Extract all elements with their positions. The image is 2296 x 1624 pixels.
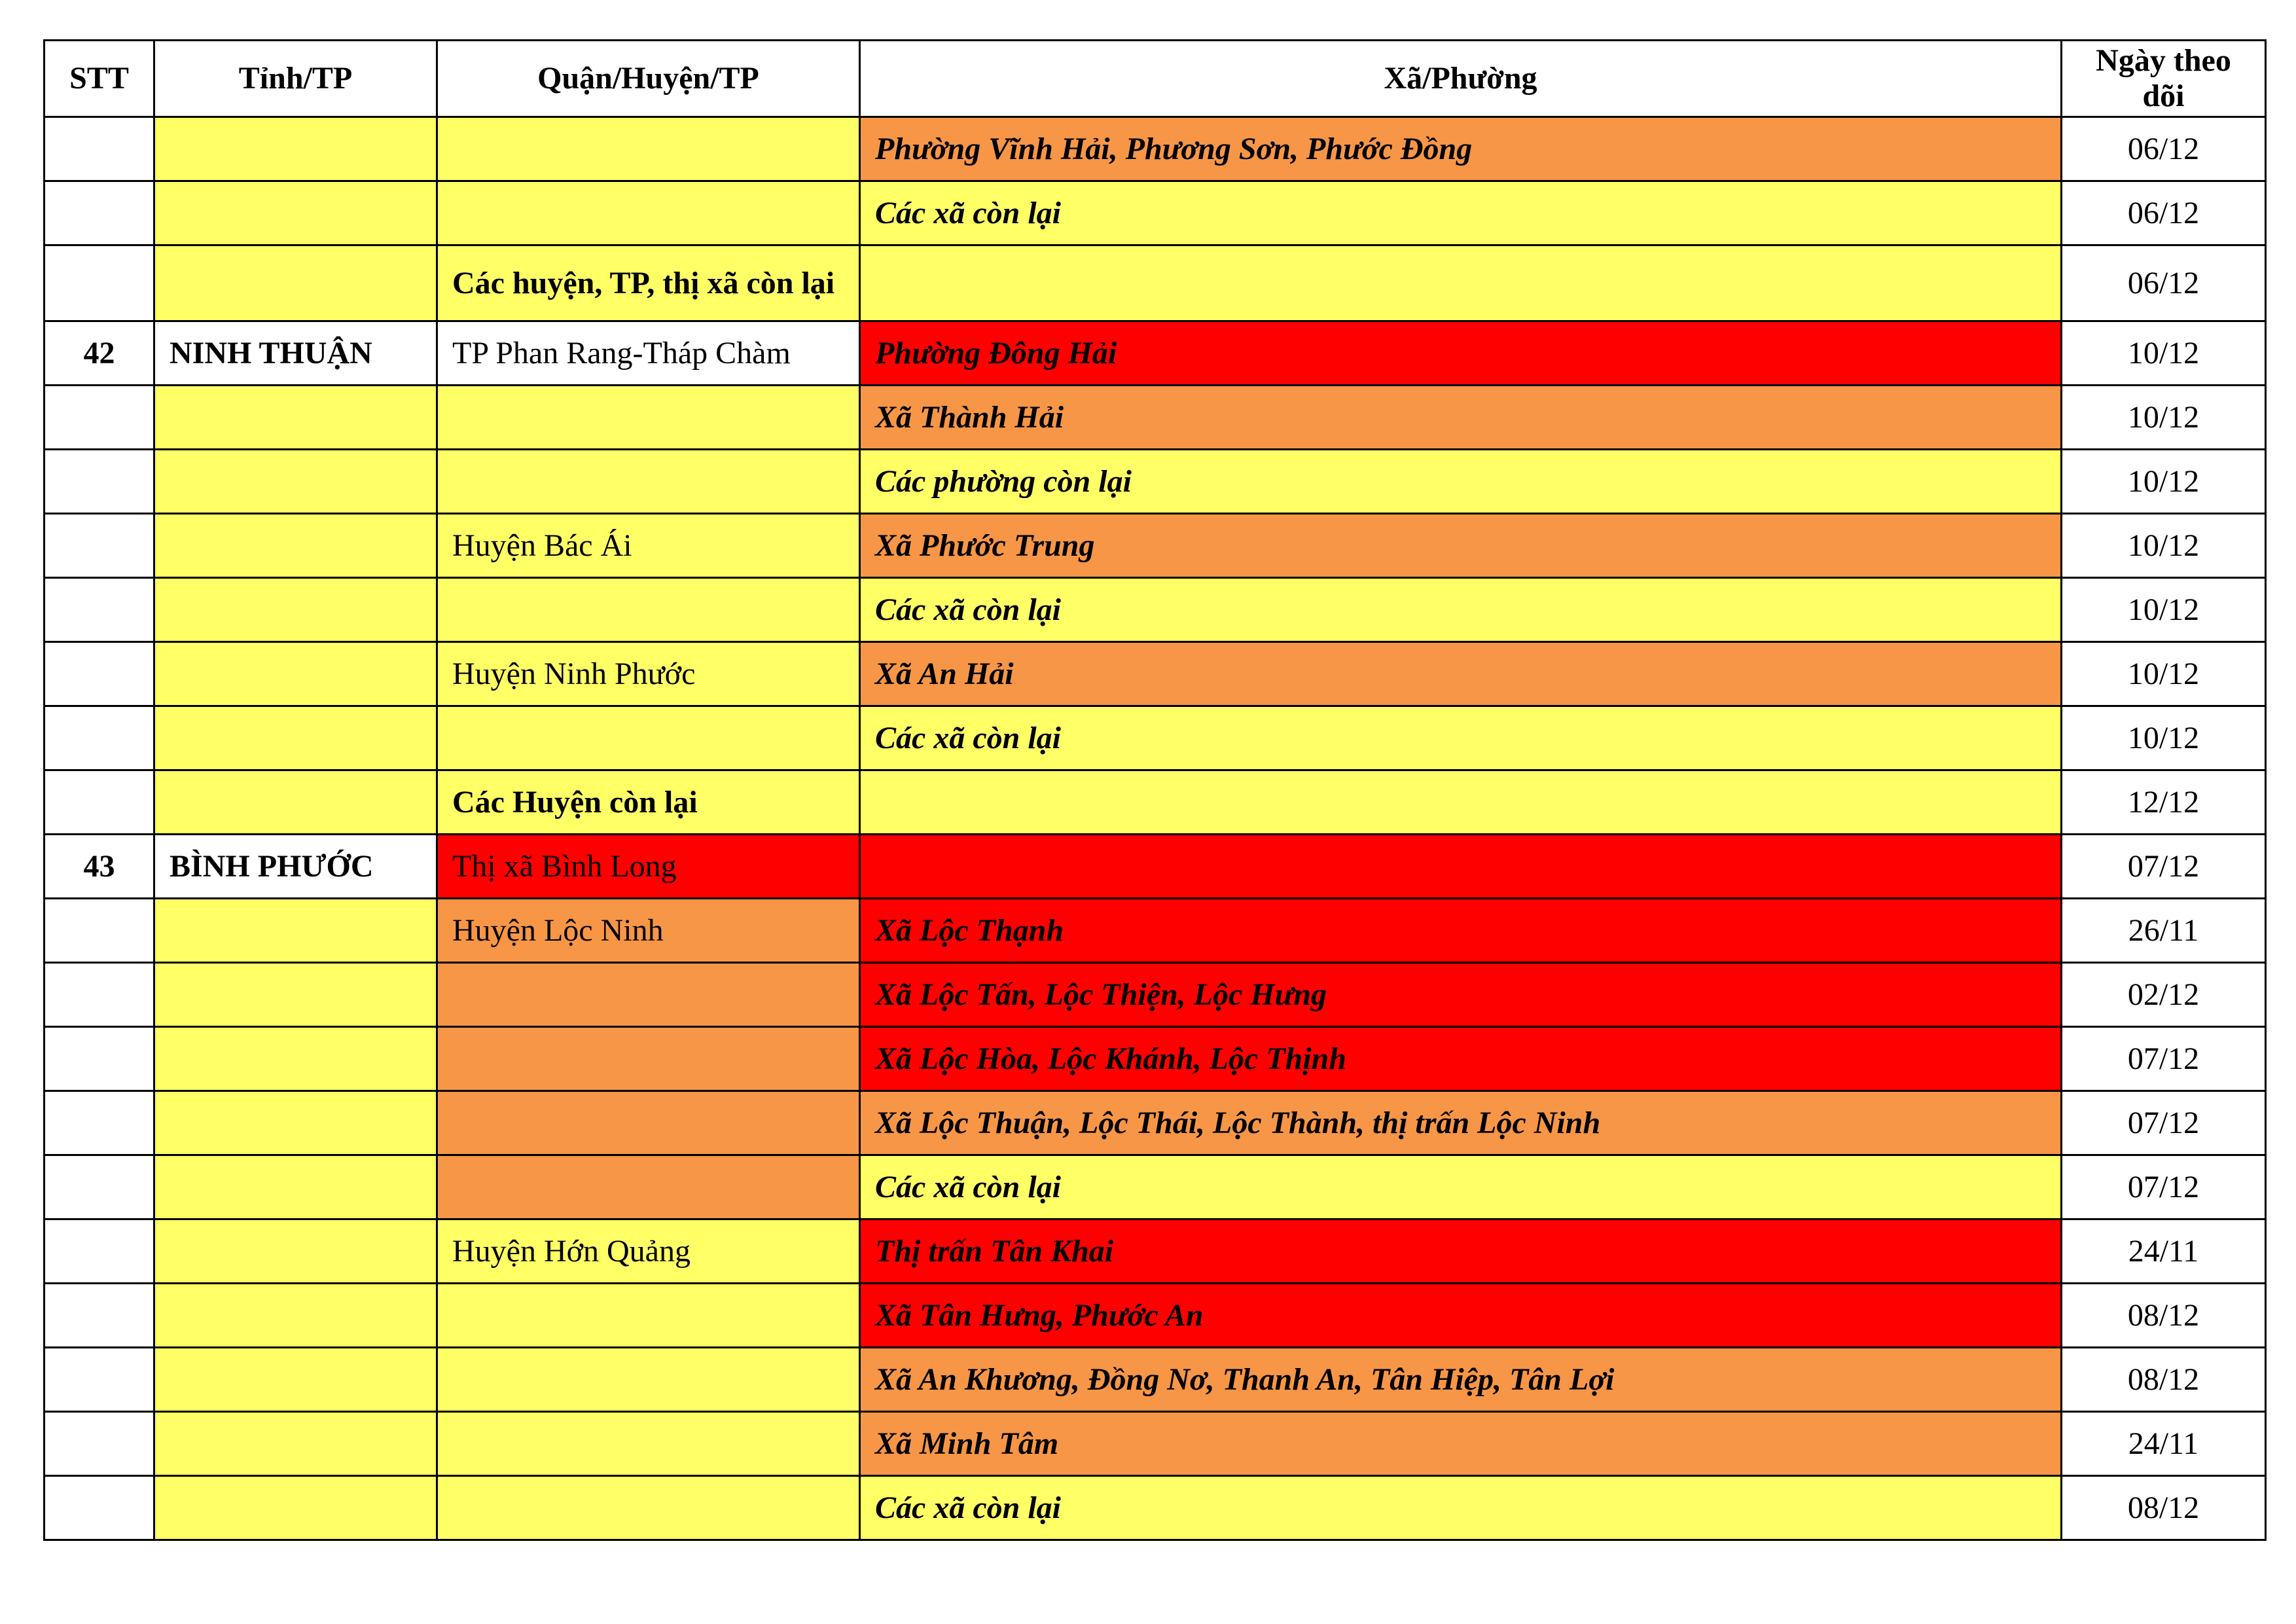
date-cell: 07/12 <box>2062 1027 2266 1091</box>
table-row <box>45 1155 2266 1219</box>
commune-cell: Xã An Khương, Đồng Nơ, Thanh An, Tân Hiệp, Tân Lợi <box>860 1348 2062 1412</box>
stt-cell <box>45 899 154 963</box>
province-cell <box>154 706 437 770</box>
date-cell: 12/12 <box>2062 770 2266 835</box>
date-cell: 06/12 <box>2062 245 2266 321</box>
date-cell: 08/12 <box>2062 1284 2266 1348</box>
commune-cell: Phường Vĩnh Hải, Phương Sơn, Phước Đồng <box>860 117 2062 181</box>
commune-cell: Thị trấn Tân Khai <box>860 1219 2062 1284</box>
commune-cell: Xã Minh Tâm <box>860 1412 2062 1476</box>
district-cell <box>437 1027 860 1091</box>
province-cell <box>154 117 437 181</box>
date-cell: 02/12 <box>2062 963 2266 1027</box>
commune-cell: Các xã còn lại <box>860 1155 2062 1219</box>
district-cell: Các Huyện còn lại <box>437 770 860 835</box>
stt-cell <box>45 1412 154 1476</box>
commune-cell: Xã Tân Hưng, Phước An <box>860 1284 2062 1348</box>
stt-cell <box>45 1284 154 1348</box>
province-cell: NINH THUẬN <box>154 321 437 386</box>
district-cell <box>437 450 860 514</box>
date-cell: 10/12 <box>2062 450 2266 514</box>
district-cell: Huyện Lộc Ninh <box>437 899 860 963</box>
district-cell <box>437 386 860 450</box>
district-cell: Huyện Bác Ái <box>437 514 860 578</box>
stt-cell <box>45 770 154 835</box>
table-row <box>45 1412 2266 1476</box>
table-body <box>45 117 2266 1540</box>
stt-cell <box>45 117 154 181</box>
stt-cell <box>45 450 154 514</box>
date-cell: 06/12 <box>2062 117 2266 181</box>
stt-cell <box>45 181 154 245</box>
district-cell: TP Phan Rang-Tháp Chàm <box>437 321 860 386</box>
district-cell <box>437 578 860 642</box>
table-row <box>45 245 2266 321</box>
table-row <box>45 181 2266 245</box>
province-cell <box>154 386 437 450</box>
table-row <box>45 1284 2266 1348</box>
province-cell <box>154 1348 437 1412</box>
table-row <box>45 386 2266 450</box>
commune-cell <box>860 770 2062 835</box>
stt-cell <box>45 1091 154 1155</box>
district-cell <box>437 706 860 770</box>
province-cell <box>154 450 437 514</box>
commune-cell: Xã Lộc Thuận, Lộc Thái, Lộc Thành, thị trấn Lộc Ninh <box>860 1091 2062 1155</box>
province-cell <box>154 899 437 963</box>
header-date: Ngày theo dõi <box>2062 41 2266 117</box>
commune-cell: Xã Lộc Hòa, Lộc Khánh, Lộc Thịnh <box>860 1027 2062 1091</box>
province-cell <box>154 245 437 321</box>
commune-cell: Xã Lộc Thạnh <box>860 899 2062 963</box>
province-cell: BÌNH PHƯỚC <box>154 835 437 899</box>
commune-cell: Phường Đông Hải <box>860 321 2062 386</box>
district-cell: Thị xã Bình Long <box>437 835 860 899</box>
table-row <box>45 835 2266 899</box>
commune-cell: Xã Lộc Tấn, Lộc Thiện, Lộc Hưng <box>860 963 2062 1027</box>
commune-cell: Các xã còn lại <box>860 578 2062 642</box>
table-row <box>45 642 2266 706</box>
commune-cell: Các xã còn lại <box>860 181 2062 245</box>
province-cell <box>154 1412 437 1476</box>
stt-cell <box>45 245 154 321</box>
table-row <box>45 1027 2266 1091</box>
province-cell <box>154 1476 437 1540</box>
table-row <box>45 899 2266 963</box>
district-cell <box>437 1091 860 1155</box>
table-row <box>45 117 2266 181</box>
province-cell <box>154 642 437 706</box>
date-cell: 07/12 <box>2062 1155 2266 1219</box>
table-row <box>45 1091 2266 1155</box>
header-stt: STT <box>45 41 154 117</box>
district-cell <box>437 1155 860 1219</box>
district-cell <box>437 181 860 245</box>
table-row <box>45 514 2266 578</box>
header-row <box>45 41 2266 117</box>
header-commune: Xã/Phường <box>860 41 2062 117</box>
commune-cell: Các xã còn lại <box>860 706 2062 770</box>
stt-cell: 42 <box>45 321 154 386</box>
stt-cell <box>45 514 154 578</box>
commune-cell <box>860 245 2062 321</box>
table-row <box>45 321 2266 386</box>
table-row <box>45 450 2266 514</box>
province-cell <box>154 1284 437 1348</box>
province-cell <box>154 514 437 578</box>
district-cell <box>437 117 860 181</box>
stt-cell <box>45 1348 154 1412</box>
district-cell <box>437 1284 860 1348</box>
date-cell: 10/12 <box>2062 321 2266 386</box>
commune-cell: Xã Thành Hải <box>860 386 2062 450</box>
district-cell <box>437 1476 860 1540</box>
province-cell <box>154 1091 437 1155</box>
stt-cell <box>45 386 154 450</box>
date-cell: 10/12 <box>2062 386 2266 450</box>
header-province: Tỉnh/TP <box>154 41 437 117</box>
date-cell: 07/12 <box>2062 1091 2266 1155</box>
stt-cell <box>45 1219 154 1284</box>
table-row <box>45 1348 2266 1412</box>
province-cell <box>154 578 437 642</box>
stt-cell <box>45 706 154 770</box>
header-district: Quận/Huyện/TP <box>437 41 860 117</box>
table-row <box>45 963 2266 1027</box>
table-row <box>45 706 2266 770</box>
province-cell <box>154 181 437 245</box>
table-row <box>45 1476 2266 1540</box>
commune-cell: Xã Phước Trung <box>860 514 2062 578</box>
date-cell: 08/12 <box>2062 1476 2266 1540</box>
commune-cell: Các phường còn lại <box>860 450 2062 514</box>
date-cell: 10/12 <box>2062 514 2266 578</box>
province-cell <box>154 1027 437 1091</box>
province-cell <box>154 1155 437 1219</box>
date-cell: 10/12 <box>2062 642 2266 706</box>
date-cell: 26/11 <box>2062 899 2266 963</box>
table-row <box>45 770 2266 835</box>
district-cell: Các huyện, TP, thị xã còn lại <box>437 245 860 321</box>
stt-cell <box>45 1476 154 1540</box>
district-cell: Huyện Ninh Phước <box>437 642 860 706</box>
district-cell <box>437 963 860 1027</box>
stt-cell <box>45 578 154 642</box>
date-cell: 10/12 <box>2062 578 2266 642</box>
province-cell <box>154 1219 437 1284</box>
date-cell: 10/12 <box>2062 706 2266 770</box>
district-cell <box>437 1348 860 1412</box>
table-row <box>45 1219 2266 1284</box>
table-row <box>45 578 2266 642</box>
province-cell <box>154 770 437 835</box>
stt-cell <box>45 1155 154 1219</box>
stt-cell <box>45 642 154 706</box>
province-cell <box>154 963 437 1027</box>
commune-cell: Các xã còn lại <box>860 1476 2062 1540</box>
stt-cell <box>45 963 154 1027</box>
district-cell: Huyện Hớn Quảng <box>437 1219 860 1284</box>
date-cell: 24/11 <box>2062 1219 2266 1284</box>
commune-cell <box>860 835 2062 899</box>
commune-cell: Xã An Hải <box>860 642 2062 706</box>
date-cell: 07/12 <box>2062 835 2266 899</box>
date-cell: 24/11 <box>2062 1412 2266 1476</box>
stt-cell: 43 <box>45 835 154 899</box>
stt-cell <box>45 1027 154 1091</box>
date-cell: 08/12 <box>2062 1348 2266 1412</box>
date-cell: 06/12 <box>2062 181 2266 245</box>
covid-level-table <box>43 39 2267 1541</box>
district-cell <box>437 1412 860 1476</box>
